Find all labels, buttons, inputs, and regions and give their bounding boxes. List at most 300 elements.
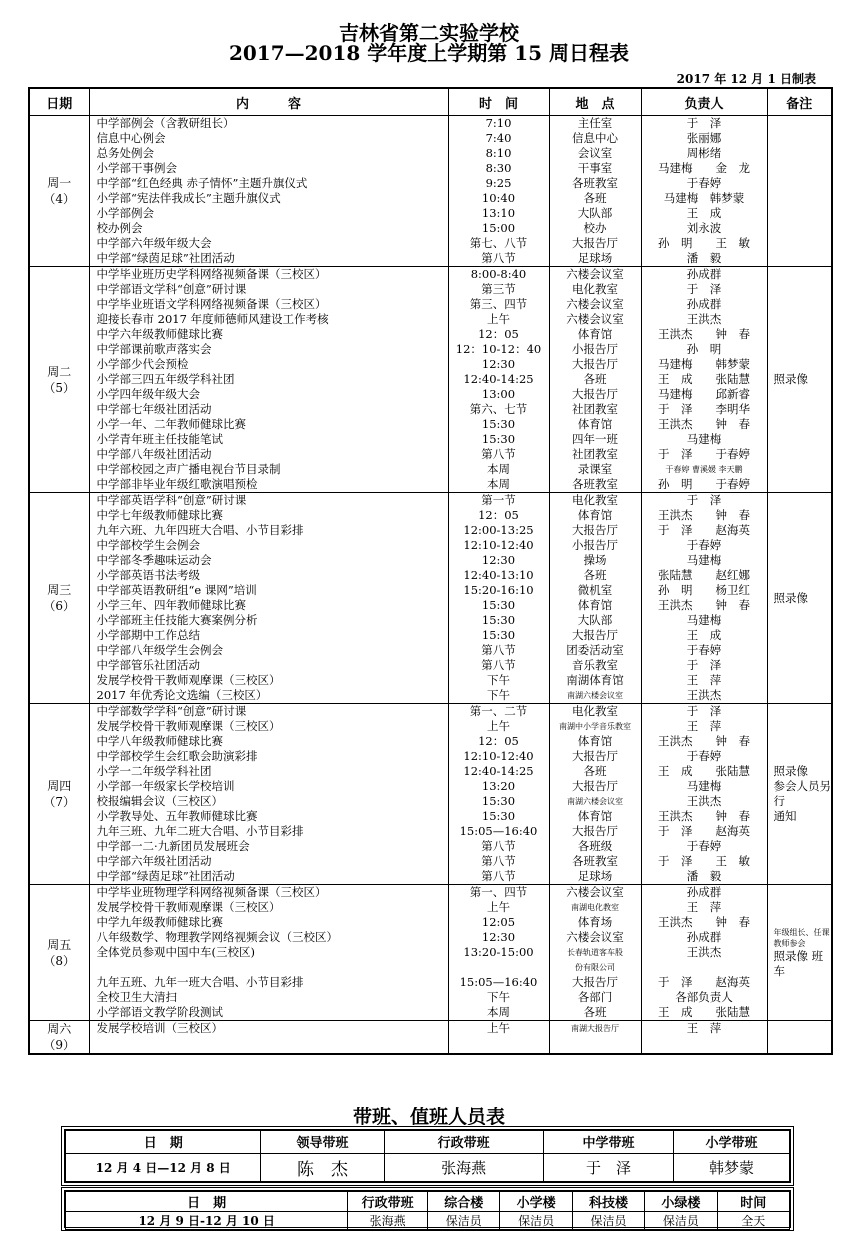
- duty2-header-cell: 时间: [717, 1192, 789, 1212]
- leader-on-duty: 陈 杰: [261, 1153, 384, 1181]
- day-row: [29, 1021, 832, 1055]
- event-time: 13:20: [481, 779, 516, 793]
- col-header-content: 内 容: [89, 88, 448, 116]
- event-place: 各班教室: [572, 854, 618, 868]
- event-place: 团委活动室: [566, 643, 624, 657]
- event-name: 小学青年班主任技能笔试: [96, 432, 223, 446]
- event-owner: 马建梅 金 龙: [658, 161, 750, 175]
- event-name: 总务处例会: [96, 146, 154, 160]
- event-time-column: [448, 704, 549, 885]
- note-line: 通知: [773, 809, 797, 823]
- duty-header-cell: 领导带班: [261, 1131, 384, 1154]
- day-label: [29, 267, 89, 493]
- event-name: 小学部一年级家长学校培训: [96, 779, 235, 793]
- day-label: [29, 116, 89, 267]
- event-name: 信息中心例会: [96, 131, 166, 145]
- event-name: 中学部八年级学生会例会: [96, 643, 223, 657]
- day-number: （8）: [43, 953, 76, 968]
- event-name: 中学九年级教师健球比赛: [96, 915, 223, 929]
- event-owner: 于春婷 曹溪媛 李天鹏: [665, 465, 743, 474]
- event-name: 中学毕业班历史学科网络视频备课（三校区）: [96, 267, 327, 281]
- school-name: 吉林省第二实验学校: [339, 21, 519, 45]
- event-time: 第三节: [481, 282, 516, 296]
- event-time: 7:10: [485, 116, 512, 130]
- event-place: 微机室: [577, 583, 613, 597]
- duty-header-cell: 日 期: [66, 1131, 261, 1154]
- duty2-cell: 保洁员: [428, 1212, 500, 1230]
- event-owner: 于春婷: [686, 176, 722, 190]
- event-time: 12:40-14:25: [463, 372, 534, 386]
- event-name: 小学部三四五年级学科社团: [96, 372, 235, 386]
- event-time: 下午: [487, 673, 510, 687]
- event-time: 12:30: [481, 930, 516, 944]
- duty2-row: [66, 1212, 790, 1230]
- event-time: 下午: [487, 688, 510, 702]
- event-place: 干事室: [577, 161, 613, 175]
- event-owner: 马建梅: [686, 553, 722, 567]
- event-name: 小学部例会: [96, 206, 154, 220]
- event-name: 中学七年级教师健球比赛: [96, 508, 223, 522]
- event-owner: 孙成群: [686, 930, 722, 944]
- event-place: 体育馆: [577, 508, 613, 522]
- event-owner: 潘 毅: [686, 869, 722, 883]
- event-time: 第三、四节: [469, 297, 528, 311]
- day-label: [29, 704, 89, 885]
- event-place: 校办: [583, 221, 607, 235]
- day-label: [29, 885, 89, 1021]
- duty2-cell: 保洁员: [500, 1212, 572, 1230]
- event-time: 13:00: [481, 387, 516, 401]
- day-row: [29, 493, 832, 704]
- event-place: 南湖体育馆: [566, 673, 624, 687]
- event-place-column: [549, 885, 641, 1021]
- event-name-column: [89, 704, 448, 885]
- duty2-cell: 保洁员: [645, 1212, 717, 1230]
- event-time: 第八节: [481, 643, 516, 657]
- event-owner: 于春婷: [686, 839, 722, 853]
- duty2-cell: 全天: [717, 1212, 789, 1230]
- event-place: 大队部: [577, 206, 613, 220]
- event-time: 12:40-13:10: [463, 568, 534, 582]
- event-place: 各班教室: [572, 477, 618, 491]
- event-time: 15:30: [481, 417, 516, 431]
- event-name: 小学部班主任技能大赛案例分析: [96, 613, 258, 627]
- event-time: 上午: [487, 900, 510, 914]
- day-note: [767, 1021, 832, 1055]
- event-name: 小学一年、二年教师健球比赛: [96, 417, 246, 431]
- event-name: 九年五班、九年一班大合唱、小节目彩排: [96, 975, 304, 989]
- event-time: 15:30: [481, 794, 516, 808]
- event-owner: 于 泽: [686, 704, 722, 718]
- event-place: 各班: [583, 1005, 607, 1019]
- event-owner: 孙 明: [686, 342, 722, 356]
- event-name: 中学毕业班物理学科网络视频备课（三校区）: [96, 885, 327, 899]
- event-name: 八年级数学、物理教学网络视频会议（三校区）: [96, 930, 338, 944]
- event-time: 12:10-12:40: [463, 749, 534, 763]
- event-time: 第八节: [481, 658, 516, 672]
- event-time: 第八节: [481, 251, 516, 265]
- event-owner: 马建梅 邱新睿: [658, 387, 750, 401]
- event-time: 第八节: [481, 839, 516, 853]
- duty2-date-range: 12 月 9 日-12 月 10 日: [66, 1212, 348, 1230]
- event-name: 小学三年、四年教师健球比赛: [96, 598, 246, 612]
- event-name: 九年三班、九年二班大合唱、小节目彩排: [96, 824, 304, 838]
- event-owner: 王 萍: [686, 900, 722, 914]
- event-owner: 王洪杰: [686, 945, 722, 959]
- event-name: 中学部英语教研组“e 课网”培训: [96, 583, 257, 597]
- day-label: [29, 1021, 89, 1055]
- event-name: 中学部非毕业年级红歌演唱预检: [96, 477, 258, 491]
- event-place: 大报告厅: [572, 236, 618, 250]
- event-name: 全校卫生大清扫: [96, 990, 177, 1004]
- day-name: 周三: [47, 583, 72, 597]
- day-note: [767, 267, 832, 493]
- day-name: 周一: [47, 176, 72, 190]
- event-place: 六楼会议室: [566, 297, 624, 311]
- event-owner: 张陆慧 赵红娜: [658, 568, 750, 582]
- event-place: 音乐教室: [572, 658, 618, 672]
- event-name: 中学部管乐社团活动: [96, 658, 200, 672]
- event-name: 小学部英语书法考级: [96, 568, 200, 582]
- event-owner: 马建梅 韩梦蒙: [658, 357, 750, 371]
- duty-table-title: 带班、值班人员表: [352, 1107, 505, 1125]
- event-time: 上午: [487, 312, 510, 326]
- event-time-column: [448, 1021, 549, 1055]
- event-owner: 于 泽: [686, 116, 722, 130]
- duty-row: [66, 1153, 790, 1181]
- event-place: 录课室: [577, 462, 613, 476]
- event-time: 13:10: [481, 206, 516, 220]
- event-name: 中学六年级教师健球比赛: [96, 327, 223, 341]
- event-name: 小学部少代会预检: [96, 357, 189, 371]
- duty-header-cell: 行政带班: [384, 1131, 543, 1154]
- event-name: 中学部课前歌声落实会: [96, 342, 212, 356]
- event-name: 小学四年级年级大会: [96, 387, 200, 401]
- event-place: 长春轨道客车股: [567, 948, 623, 957]
- event-owner: 王 成 张陆慧: [658, 372, 750, 386]
- event-time-column: [448, 885, 549, 1021]
- event-place-column: [549, 1021, 641, 1055]
- event-owner: 于 泽 李明华: [658, 402, 750, 416]
- event-owner: 孙成群: [686, 297, 722, 311]
- event-name-column: [89, 885, 448, 1021]
- event-name: 中学毕业班语文学科网络视频备课（三校区）: [96, 297, 327, 311]
- event-owner: 王 成: [686, 628, 722, 642]
- event-name: 迎接长春市 2017 年度师德师风建设工作考核: [96, 312, 329, 326]
- event-name: 小学部干事例会: [96, 161, 177, 175]
- event-time: 8:00-8:40: [470, 267, 527, 281]
- event-name: 小学部“宪法伴我成长”主题升旗仪式: [96, 191, 281, 205]
- event-time: 12：05: [478, 327, 519, 341]
- event-owner: 王 成 张陆慧: [658, 764, 750, 778]
- event-name: 中学部校园之声广播电视台节目录制: [96, 462, 281, 476]
- event-time: 13:20-15:00: [463, 945, 534, 959]
- event-name: 中学部八年级社团活动: [96, 447, 212, 461]
- event-owner-column: [641, 704, 767, 885]
- event-place: 各部门: [577, 990, 613, 1004]
- event-place: 各班级: [577, 839, 613, 853]
- event-owner-column: [641, 885, 767, 1021]
- event-owner: 王洪杰: [686, 688, 722, 702]
- event-place: 大报告厅: [572, 824, 618, 838]
- event-owner: 孙 明 于春婷: [658, 477, 750, 491]
- event-time-column: [448, 267, 549, 493]
- col-header-place: 地 点: [549, 88, 641, 116]
- event-place: 大报告厅: [572, 357, 618, 371]
- duty-header-row: [66, 1131, 790, 1154]
- event-owner: 于 泽 王 敏: [658, 854, 750, 868]
- event-time: 15:30: [481, 628, 516, 642]
- event-place: 体育馆: [577, 598, 613, 612]
- event-place: 南湖大报告厅: [571, 1024, 619, 1033]
- event-place: 电化教室: [572, 704, 618, 718]
- event-name: 小学部期中工作总结: [96, 628, 200, 642]
- event-name: 小学部语文教学阶段测试: [96, 1005, 223, 1019]
- event-owner-column: [641, 116, 767, 267]
- event-owner: 王 萍: [686, 1021, 722, 1035]
- event-time: 12:30: [481, 553, 516, 567]
- event-time: 15:05—16:40: [459, 824, 538, 838]
- event-time-column: [448, 116, 549, 267]
- event-time: 8:10: [485, 146, 512, 160]
- event-place-column: [549, 704, 641, 885]
- event-name: 中学部一二·九新团员发展班会: [96, 839, 250, 853]
- event-time: 15:20-16:10: [463, 583, 534, 597]
- event-owner: 王洪杰 钟 春: [658, 508, 750, 522]
- event-place: 小报告厅: [572, 538, 618, 552]
- event-owner-column: [641, 1021, 767, 1055]
- event-time: 第八节: [481, 869, 516, 883]
- event-name: 中学部数学学科“创意”研讨课: [96, 704, 247, 718]
- event-place: 社团教室: [572, 447, 618, 461]
- event-time: 下午: [487, 990, 510, 1004]
- duty2-header-cell: 日 期: [66, 1192, 348, 1212]
- event-owner: 王 成 张陆慧: [658, 1005, 750, 1019]
- event-owner: 王 成: [686, 206, 722, 220]
- event-place-column: [549, 493, 641, 704]
- col-header-owner: 负责人: [641, 88, 767, 116]
- event-time: 第一、四节: [469, 885, 528, 899]
- duty2-header-cell: 行政带班: [348, 1192, 428, 1212]
- event-owner: 于 泽: [686, 493, 722, 507]
- schedule-table: [28, 87, 833, 1055]
- event-place: 大队部: [577, 613, 613, 627]
- event-time: 12:40-14:25: [463, 764, 534, 778]
- duty2-cell: 保洁员: [572, 1212, 644, 1230]
- duty2-header-cell: 科技楼: [572, 1192, 644, 1212]
- event-owner: 周彬绪: [686, 146, 722, 160]
- event-time: 12：05: [478, 508, 519, 522]
- note-line: 参会人员另行: [773, 779, 831, 808]
- event-time: 本周: [487, 462, 510, 476]
- event-time: 15:30: [481, 809, 516, 823]
- event-name-column: [89, 116, 448, 267]
- event-owner: 王洪杰 钟 春: [658, 809, 750, 823]
- event-time: 12:05: [481, 915, 516, 929]
- event-owner: 刘永波: [686, 221, 722, 235]
- event-place: 体育馆: [577, 809, 613, 823]
- note-line: 照录像: [773, 372, 808, 386]
- event-owner: 孙 明 王 敏: [658, 236, 750, 250]
- event-place: 信息中心: [572, 131, 618, 145]
- event-place: 大报告厅: [572, 387, 618, 401]
- event-time: 15:30: [481, 598, 516, 612]
- event-owner: [642, 960, 767, 975]
- event-place-column: [549, 116, 641, 267]
- event-time: 第八节: [481, 854, 516, 868]
- event-place: 电化教室: [572, 282, 618, 296]
- event-name: 中学部六年级年级大会: [96, 236, 212, 250]
- event-place: 份有限公司: [575, 963, 615, 972]
- event-owner: 王洪杰 钟 春: [658, 915, 750, 929]
- event-name: 发展学校骨干教师观摩课（三校区）: [96, 900, 281, 914]
- event-place: 各班: [583, 372, 607, 386]
- event-owner: 于春婷: [686, 643, 722, 657]
- event-place: 各班: [583, 191, 607, 205]
- event-place: 小报告厅: [572, 342, 618, 356]
- event-place: 体育馆: [577, 417, 613, 431]
- event-time: 第八节: [481, 447, 516, 461]
- event-owner: 王 萍: [686, 719, 722, 733]
- event-owner-column: [641, 493, 767, 704]
- event-time: 9:25: [485, 176, 512, 190]
- event-time: 第一、二节: [469, 704, 528, 718]
- duty2-header-cell: 小学楼: [500, 1192, 572, 1212]
- schedule-body: [29, 116, 832, 1055]
- event-time: 10:40: [481, 191, 516, 205]
- event-owner: 王洪杰: [686, 312, 722, 326]
- event-name-column: [89, 267, 448, 493]
- event-name: 全体党员参观中国中车(三校区): [96, 945, 255, 959]
- event-name-column: [89, 1021, 448, 1055]
- event-owner: 马建梅: [686, 613, 722, 627]
- day-name: 周二: [47, 364, 72, 379]
- event-owner: 张丽娜: [686, 131, 722, 145]
- event-owner: 潘 毅: [686, 251, 722, 265]
- event-time: 第七、八节: [469, 236, 528, 250]
- day-row: [29, 116, 832, 267]
- day-label: [29, 493, 89, 704]
- event-owner: 于 泽 赵海英: [658, 975, 750, 989]
- event-place: 体育馆: [577, 734, 613, 748]
- event-time: 7:40: [485, 131, 512, 145]
- event-place: 南湖六楼会议室: [567, 797, 623, 806]
- day-note: [767, 885, 832, 1021]
- event-place: 体育馆: [577, 327, 613, 341]
- event-owner: 王洪杰: [686, 794, 722, 808]
- event-time: 12：05: [478, 734, 519, 748]
- event-time: 上午: [487, 719, 510, 733]
- date-made: 2017 年 12 月 1 日制表: [676, 72, 816, 86]
- event-place: 各班教室: [572, 176, 618, 190]
- event-owner: 马建梅: [686, 779, 722, 793]
- duty-table-weekend: [61, 1187, 794, 1231]
- event-place: 大报告厅: [572, 523, 618, 537]
- event-owner: 孙 明 杨卫红: [658, 583, 750, 597]
- event-name: 中学部“绿茵足球”社团活动: [96, 869, 235, 883]
- event-time: 第六、七节: [469, 402, 528, 416]
- event-owner: 于春婷: [686, 749, 722, 763]
- duty2-cell: 张海燕: [348, 1212, 428, 1230]
- duty2-header-row: [66, 1192, 790, 1212]
- event-place: 体育场: [577, 915, 613, 929]
- event-time-column: [448, 493, 549, 704]
- note-line: 照录像: [773, 590, 808, 605]
- event-owner: 王洪杰 钟 春: [658, 734, 750, 748]
- event-time: 本周: [487, 477, 510, 491]
- event-name: 发展学校培训（三校区）: [96, 1021, 223, 1035]
- event-place: 大报告厅: [572, 749, 618, 763]
- event-place: 六楼会议室: [566, 267, 624, 281]
- event-place: 四年一班: [572, 432, 618, 446]
- event-name: 校办例会: [96, 221, 143, 235]
- duty2-header-cell: 综合楼: [428, 1192, 500, 1212]
- event-owner: 王洪杰 钟 春: [658, 417, 750, 431]
- event-name: 中学部六年级社团活动: [96, 854, 212, 868]
- event-time: 15:05—16:40: [459, 975, 538, 989]
- event-place: 大报告厅: [572, 628, 618, 642]
- document-title: 2017—2018 学年度上学期第 15 周日程表: [228, 41, 630, 65]
- event-owner: 于 泽: [686, 282, 722, 296]
- event-place: 足球场: [577, 869, 613, 883]
- event-name: 中学部校学生会红歌会助演彩排: [96, 749, 258, 763]
- event-place: 南湖电化教室: [571, 903, 619, 912]
- event-name: 小学一二年级学科社团: [96, 764, 212, 778]
- middle-school-on-duty: 于 泽: [543, 1153, 673, 1181]
- day-number: （7）: [43, 795, 76, 809]
- event-place: 六楼会议室: [566, 930, 624, 944]
- event-name: 小学教导处、五年教师健球比赛: [96, 809, 258, 823]
- day-row: [29, 704, 832, 885]
- event-place: 南湖中小学音乐教室: [559, 722, 631, 731]
- event-owner: 王 萍: [686, 673, 722, 687]
- day-name: 周四: [47, 779, 72, 793]
- event-name: 2017 年优秀论文选编（三校区）: [96, 688, 268, 702]
- note-line: 年级组长、任课教师参会: [773, 927, 830, 948]
- event-name: 中学部例会（含教研组长）: [96, 116, 235, 130]
- event-place: 六楼会议室: [566, 885, 624, 899]
- event-name: 中学部“红色经典 赤子情怀”主题升旗仪式: [96, 176, 308, 190]
- event-place: 会议室: [577, 146, 613, 160]
- day-number: （4）: [43, 192, 76, 206]
- event-owner: 马建梅 韩梦蒙: [663, 191, 745, 205]
- col-header-date: 日期: [29, 88, 89, 116]
- day-number: （9）: [43, 1038, 76, 1052]
- event-place: 社团教室: [572, 402, 618, 416]
- header-row: [29, 88, 832, 116]
- event-owner: 于 泽 赵海英: [658, 824, 750, 838]
- duty2-header-cell: 小绿楼: [645, 1192, 717, 1212]
- event-time: 8:30: [485, 161, 512, 175]
- event-place: 足球场: [577, 251, 613, 265]
- event-place: 大报告厅: [572, 975, 618, 989]
- event-time: 上午: [487, 1021, 510, 1035]
- event-time: 本周: [487, 1005, 510, 1019]
- duty-header-cell: 中学带班: [543, 1131, 673, 1154]
- duty-header-cell: 小学带班: [674, 1131, 790, 1154]
- day-name: 周六: [47, 1022, 72, 1036]
- event-owner: 于 泽: [686, 658, 722, 672]
- event-time: 第一节: [481, 493, 516, 507]
- event-owner: 孙成群: [686, 885, 722, 899]
- event-place: 各班: [583, 568, 607, 582]
- day-number: （5）: [43, 380, 76, 395]
- event-place: 操场: [583, 553, 607, 567]
- day-note: [767, 116, 832, 267]
- day-row: [29, 885, 832, 1021]
- note-line: 照录像: [773, 764, 808, 778]
- event-owner: 王洪杰 钟 春: [658, 327, 750, 341]
